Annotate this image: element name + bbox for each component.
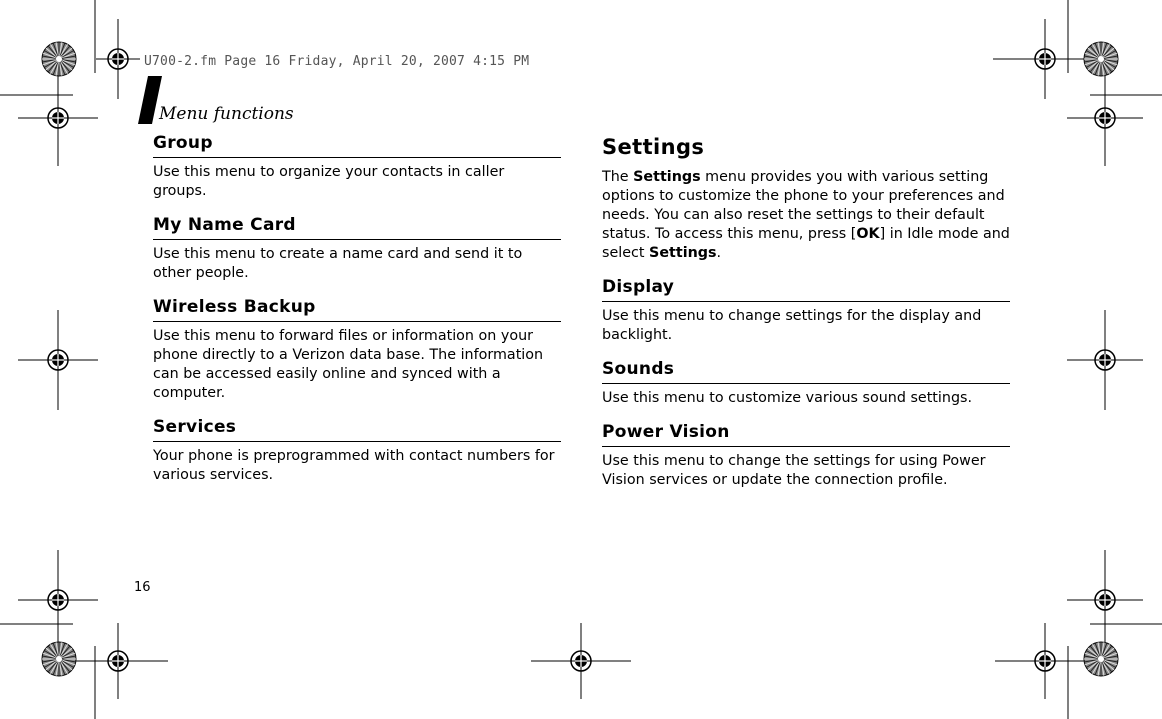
group-section xyxy=(153,132,561,201)
my-name-card-description: Use this menu to create a name card and send it to other people. xyxy=(153,246,523,281)
registration-target-icon xyxy=(18,550,98,650)
right-column xyxy=(602,132,1010,503)
print-info-header: U700-2.fm Page 16 Friday, April 20, 2007 4:15 PM xyxy=(144,54,530,69)
display-section xyxy=(602,276,1010,345)
starburst-mark-icon xyxy=(42,42,76,76)
page-number: 16 xyxy=(134,580,151,595)
group-description: Use this menu to organize your contacts in caller groups. xyxy=(153,164,505,199)
registration-target-icon xyxy=(18,310,98,410)
intro-bold-ok: OK xyxy=(856,226,880,242)
registration-target-icon xyxy=(995,623,1095,699)
sounds-heading: Sounds xyxy=(602,358,1010,384)
sounds-section xyxy=(602,358,1010,408)
my-name-card-section xyxy=(153,214,561,283)
intro-text-2: menu provides you with various setting options to customize the phone to your preferences and needs. You can also reset the settings to their default status. To access this menu, press [ xyxy=(602,169,1005,242)
services-description: Your phone is preprogrammed with contact numbers for various services. xyxy=(153,448,555,483)
starburst-mark-icon xyxy=(1084,42,1118,76)
left-column xyxy=(153,132,561,498)
display-description: Use this menu to change settings for the display and backlight. xyxy=(602,308,982,343)
display-heading: Display xyxy=(602,276,1010,302)
group-heading: Group xyxy=(153,132,561,158)
services-section xyxy=(153,416,561,485)
settings-title: Settings xyxy=(602,135,705,159)
power-vision-description: Use this menu to change the settings for using Power Vision services or update the connection profile. xyxy=(602,453,986,488)
registration-target-icon xyxy=(18,70,98,166)
registration-target-icon xyxy=(96,19,140,99)
registration-target-icon xyxy=(1067,550,1143,650)
registration-target-icon xyxy=(531,623,631,699)
wireless-backup-heading: Wireless Backup xyxy=(153,296,561,322)
registration-target-icon xyxy=(1067,70,1143,166)
registration-target-icon xyxy=(993,19,1097,99)
intro-bold-settings: Settings xyxy=(633,169,701,185)
wireless-backup-description: Use this menu to forward files or information on your phone directly to a Verizon data base. The information can be accessed easily online and synced with a computer. xyxy=(153,328,544,401)
intro-text-1: The xyxy=(602,169,634,185)
intro-bold-settings-2: Settings xyxy=(649,245,717,261)
sounds-description: Use this menu to customize various sound settings. xyxy=(602,390,973,406)
registration-target-icon xyxy=(1067,310,1143,410)
registration-target-icon xyxy=(68,623,168,699)
section-label: Menu functions xyxy=(159,104,294,124)
power-vision-heading: Power Vision xyxy=(602,421,1010,447)
wireless-backup-section xyxy=(153,296,561,403)
intro-text-4: . xyxy=(716,245,722,261)
power-vision-section xyxy=(602,421,1010,490)
intro-text-3: ] in Idle mode and select xyxy=(602,226,1010,261)
settings-intro xyxy=(602,168,1010,263)
starburst-mark-icon xyxy=(42,642,76,676)
services-heading: Services xyxy=(153,416,561,442)
my-name-card-heading: My Name Card xyxy=(153,214,561,240)
starburst-mark-icon xyxy=(1084,642,1118,676)
